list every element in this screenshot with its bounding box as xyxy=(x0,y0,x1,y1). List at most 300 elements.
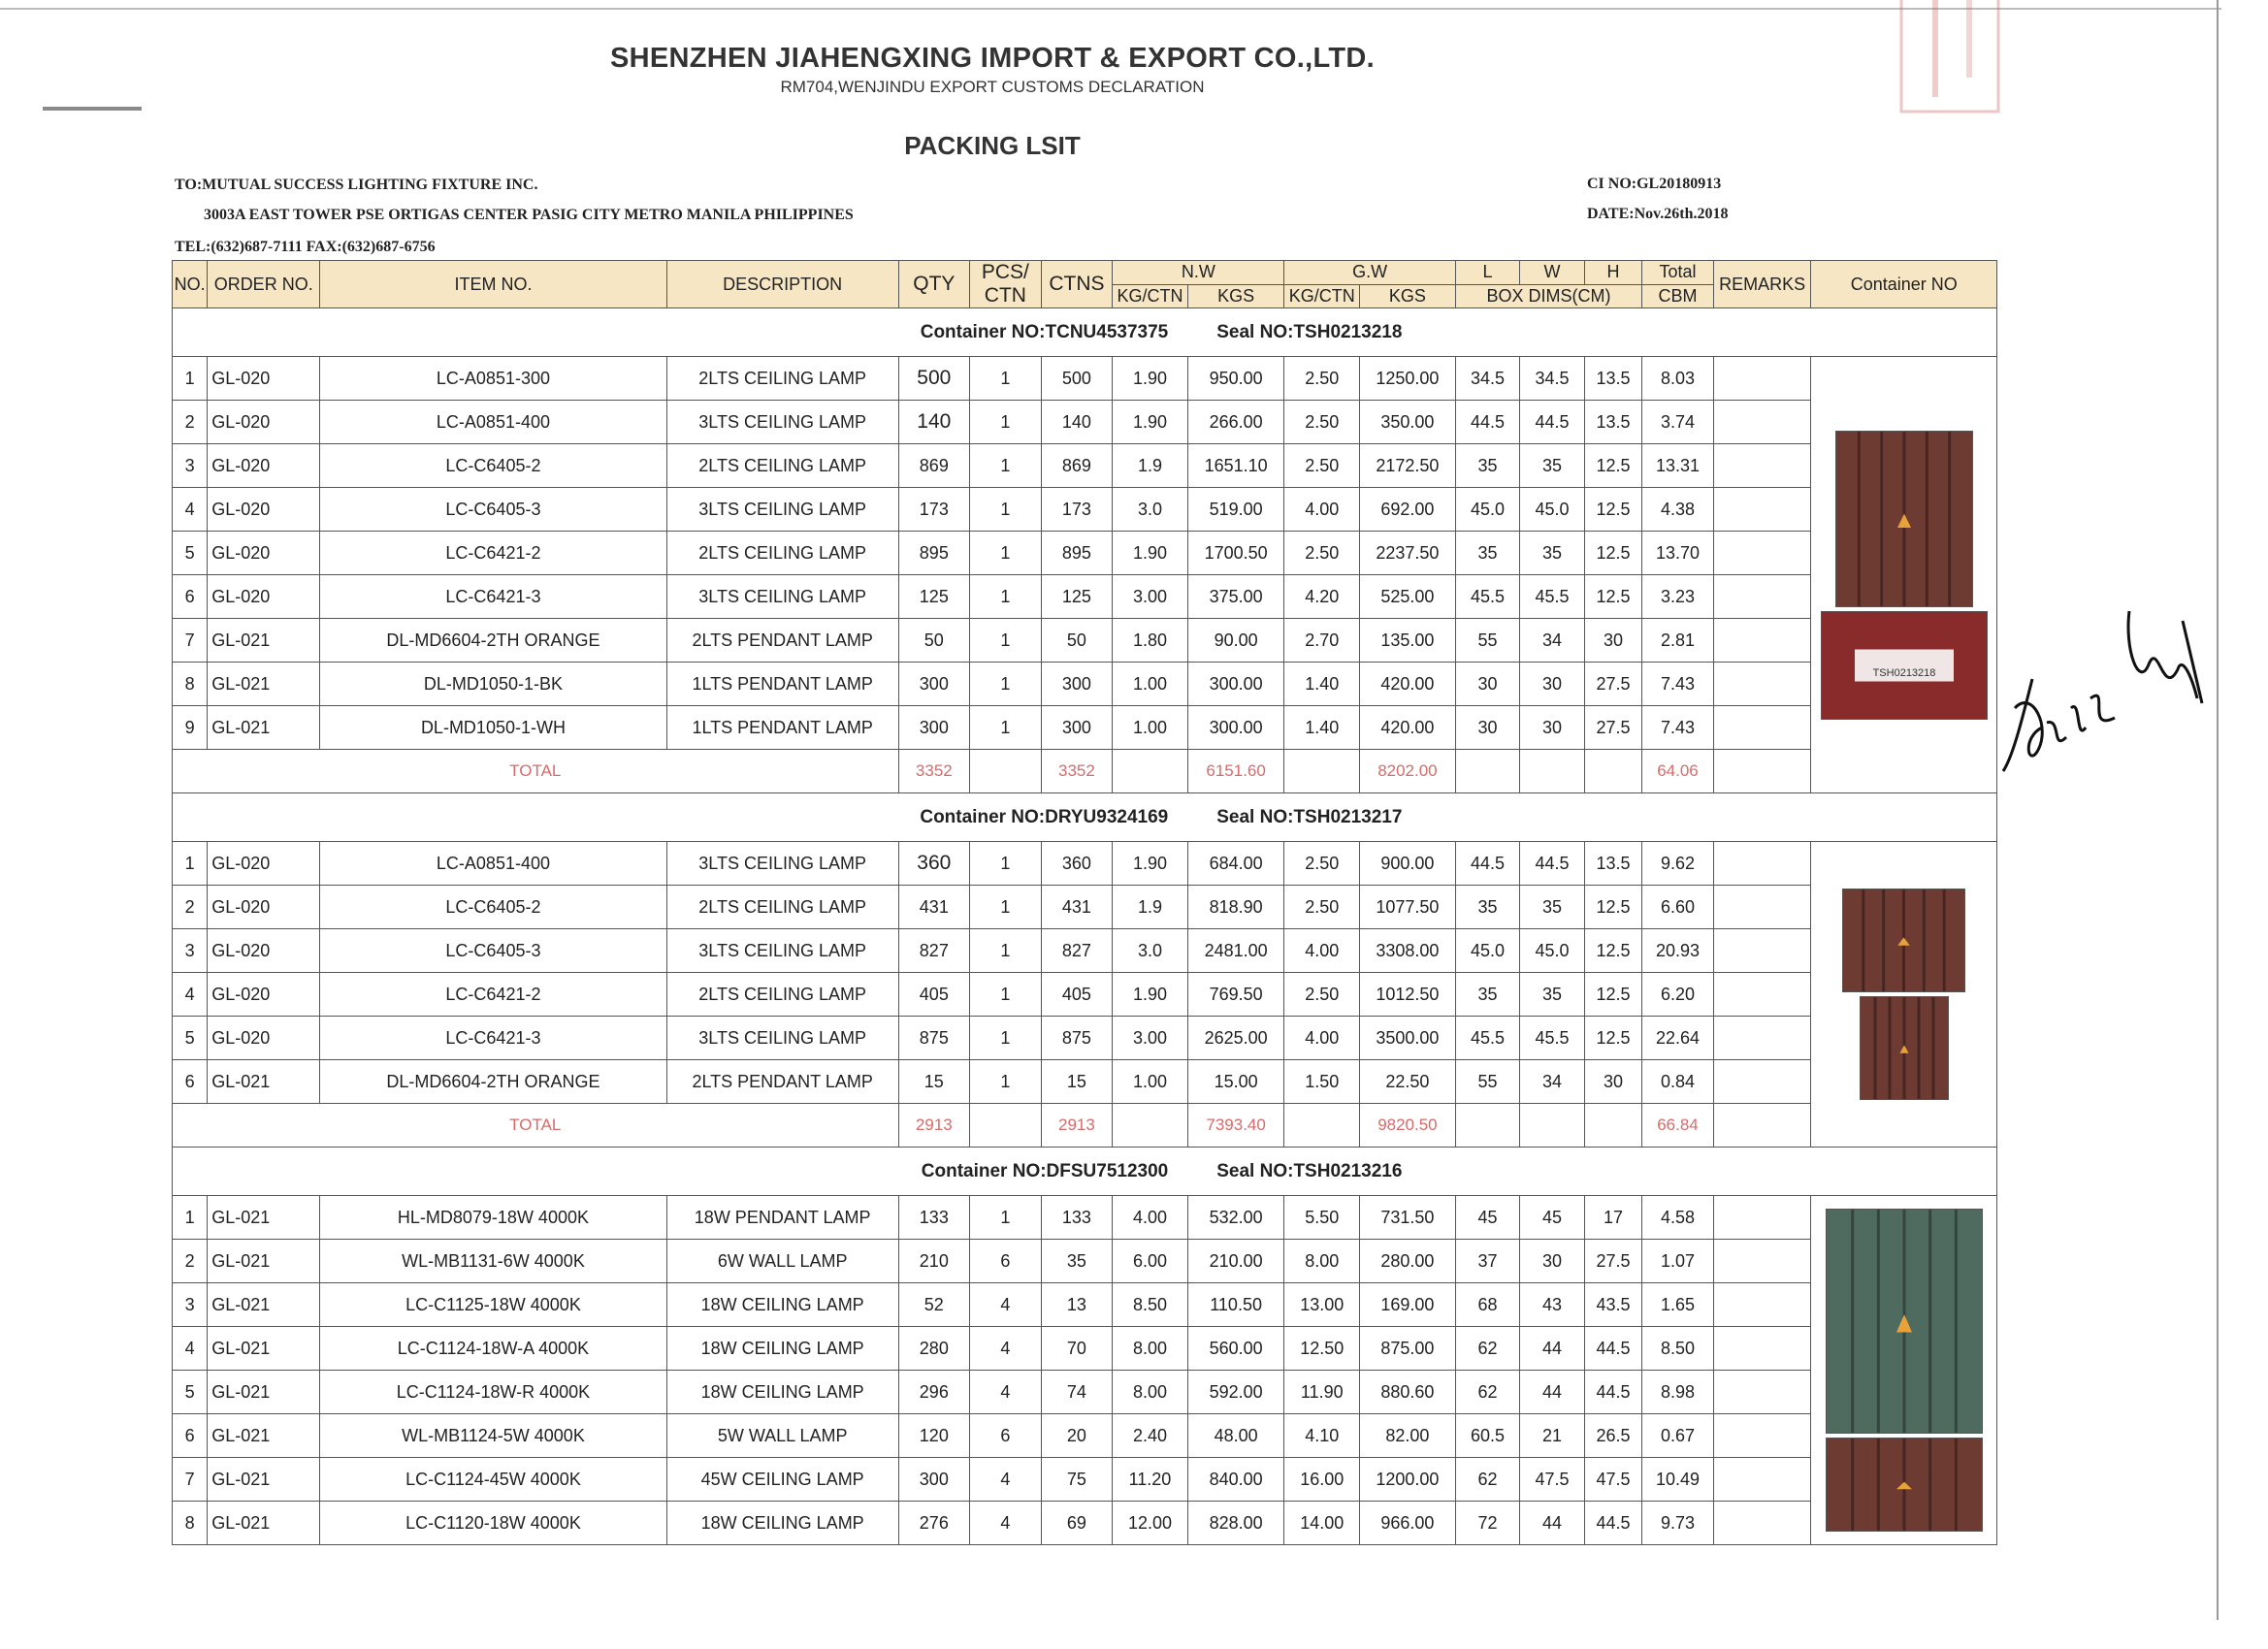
cell-nw-kgs: 532.00 xyxy=(1187,1196,1284,1240)
cell-gw-kgs: 731.50 xyxy=(1360,1196,1456,1240)
cell-item-no: LC-A0851-400 xyxy=(320,842,667,886)
cell-remarks xyxy=(1713,401,1811,444)
cell-item-no: LC-C6405-3 xyxy=(320,488,667,532)
cell-box-l: 34.5 xyxy=(1455,357,1519,401)
cell-description: 3LTS CEILING LAMP xyxy=(666,1017,898,1060)
cell-pcs-per-ctn: 1 xyxy=(970,444,1042,488)
cell-cbm: 8.98 xyxy=(1642,1371,1714,1414)
cell-box-h: 13.5 xyxy=(1584,401,1641,444)
cell-description: 3LTS CEILING LAMP xyxy=(666,575,898,619)
cell-nw-kg-ctn: 8.00 xyxy=(1113,1371,1188,1414)
cell-remarks xyxy=(1713,1458,1811,1502)
cell-box-h: 12.5 xyxy=(1584,1017,1641,1060)
cell-no: 2 xyxy=(173,401,208,444)
packing-list-body xyxy=(173,308,1997,1545)
cell-box-h: 12.5 xyxy=(1584,973,1641,1017)
cell-description: 2LTS CEILING LAMP xyxy=(666,444,898,488)
cell-no: 1 xyxy=(173,357,208,401)
cell-pcs-per-ctn: 1 xyxy=(970,619,1042,663)
cell-no: 4 xyxy=(173,973,208,1017)
cell-remarks xyxy=(1713,1240,1811,1283)
table-row xyxy=(173,357,1997,401)
total-remarks xyxy=(1713,750,1811,793)
cell-ctns: 125 xyxy=(1041,575,1113,619)
cell-cbm: 2.81 xyxy=(1642,619,1714,663)
container-number: Container NO:TCNU4537375 xyxy=(173,308,1188,357)
cell-cbm: 6.60 xyxy=(1642,886,1714,929)
cell-cbm: 3.23 xyxy=(1642,575,1714,619)
header-gw-kgs: KGS xyxy=(1360,284,1456,308)
cell-box-l: 44.5 xyxy=(1455,401,1519,444)
total-remarks xyxy=(1713,1104,1811,1148)
cell-box-l: 45.5 xyxy=(1455,1017,1519,1060)
cell-nw-kg-ctn: 8.00 xyxy=(1113,1327,1188,1371)
total-pcs xyxy=(970,750,1042,793)
total-label: TOTAL xyxy=(173,750,899,793)
cell-pcs-per-ctn: 4 xyxy=(970,1283,1042,1327)
cell-nw-kg-ctn: 3.00 xyxy=(1113,1017,1188,1060)
cell-ctns: 300 xyxy=(1041,706,1113,750)
cell-nw-kgs: 560.00 xyxy=(1187,1327,1284,1371)
cell-nw-kgs: 519.00 xyxy=(1187,488,1284,532)
cell-nw-kgs: 266.00 xyxy=(1187,401,1284,444)
company-address: RM704,WENJINDU EXPORT CUSTOMS DECLARATION xyxy=(780,78,1205,96)
cell-item-no: LC-C6421-2 xyxy=(320,973,667,1017)
cell-gw-kgs: 966.00 xyxy=(1360,1502,1456,1545)
cell-box-h: 13.5 xyxy=(1584,357,1641,401)
cell-box-h: 47.5 xyxy=(1584,1458,1641,1502)
table-row xyxy=(173,532,1997,575)
cell-pcs-per-ctn: 1 xyxy=(970,357,1042,401)
cell-nw-kgs: 1700.50 xyxy=(1187,532,1284,575)
cell-ctns: 69 xyxy=(1041,1502,1113,1545)
cell-box-w: 44.5 xyxy=(1520,842,1584,886)
cell-gw-kg-ctn: 4.20 xyxy=(1284,575,1360,619)
cell-gw-kgs: 2237.50 xyxy=(1360,532,1456,575)
document-title: PACKING LSIT xyxy=(904,131,1081,160)
cell-description: 3LTS CEILING LAMP xyxy=(666,929,898,973)
cell-item-no: LC-C6405-2 xyxy=(320,886,667,929)
cell-description: 5W WALL LAMP xyxy=(666,1414,898,1458)
company-name: SHENZHEN JIAHENGXING IMPORT & EXPORT CO.,LTD. xyxy=(610,43,1375,74)
cell-box-h: 44.5 xyxy=(1584,1502,1641,1545)
table-row xyxy=(173,1196,1997,1240)
cell-gw-kg-ctn: 2.50 xyxy=(1284,532,1360,575)
cell-qty: 869 xyxy=(898,444,970,488)
cell-box-l: 72 xyxy=(1455,1502,1519,1545)
cell-gw-kgs: 2172.50 xyxy=(1360,444,1456,488)
cell-gw-kg-ctn: 16.00 xyxy=(1284,1458,1360,1502)
container-number: Container NO:DFSU7512300 xyxy=(173,1148,1188,1196)
cell-box-l: 30 xyxy=(1455,663,1519,706)
header-container: Container NO xyxy=(1811,261,1997,308)
cell-qty: 296 xyxy=(898,1371,970,1414)
cell-nw-kgs: 828.00 xyxy=(1187,1502,1284,1545)
cell-qty: 133 xyxy=(898,1196,970,1240)
header-item: ITEM NO. xyxy=(320,261,667,308)
table-row xyxy=(173,401,1997,444)
cell-cbm: 4.58 xyxy=(1642,1196,1714,1240)
cell-box-w: 35 xyxy=(1520,444,1584,488)
cell-box-w: 47.5 xyxy=(1520,1458,1584,1502)
cell-item-no: LC-C6405-3 xyxy=(320,929,667,973)
cell-nw-kg-ctn: 1.90 xyxy=(1113,842,1188,886)
table-row xyxy=(173,1371,1997,1414)
cell-box-h: 26.5 xyxy=(1584,1414,1641,1458)
cell-gw-kgs: 1200.00 xyxy=(1360,1458,1456,1502)
cell-description: 18W CEILING LAMP xyxy=(666,1283,898,1327)
cell-remarks xyxy=(1713,842,1811,886)
cell-remarks xyxy=(1713,1060,1811,1104)
cell-ctns: 70 xyxy=(1041,1327,1113,1371)
cell-nw-kgs: 1651.10 xyxy=(1187,444,1284,488)
cell-remarks xyxy=(1713,1017,1811,1060)
cell-pcs-per-ctn: 4 xyxy=(970,1371,1042,1414)
packing-list-table xyxy=(172,260,1997,1545)
cell-no: 6 xyxy=(173,1414,208,1458)
seal-number: Seal NO:TSH0213218 xyxy=(1187,308,1996,357)
container-photo xyxy=(1835,431,1973,607)
cell-gw-kgs: 1077.50 xyxy=(1360,886,1456,929)
cell-description: 2LTS CEILING LAMP xyxy=(666,532,898,575)
cell-gw-kgs: 875.00 xyxy=(1360,1327,1456,1371)
cell-nw-kgs: 210.00 xyxy=(1187,1240,1284,1283)
container-photo-green xyxy=(1826,1209,1983,1434)
cell-remarks xyxy=(1713,1196,1811,1240)
cell-box-w: 45.0 xyxy=(1520,929,1584,973)
cell-remarks xyxy=(1713,444,1811,488)
cell-nw-kgs: 769.50 xyxy=(1187,973,1284,1017)
cell-item-no: WL-MB1124-5W 4000K xyxy=(320,1414,667,1458)
cell-gw-kg-ctn: 2.70 xyxy=(1284,619,1360,663)
cell-no: 1 xyxy=(173,842,208,886)
table-row xyxy=(173,929,1997,973)
cell-qty: 300 xyxy=(898,706,970,750)
cell-no: 6 xyxy=(173,575,208,619)
cell-order-no: GL-021 xyxy=(208,1371,320,1414)
total-l xyxy=(1455,750,1519,793)
cell-no: 2 xyxy=(173,1240,208,1283)
cell-box-l: 60.5 xyxy=(1455,1414,1519,1458)
cell-gw-kg-ctn: 2.50 xyxy=(1284,357,1360,401)
document-date: DATE:Nov.26th.2018 xyxy=(1587,206,1729,222)
cell-gw-kg-ctn: 1.50 xyxy=(1284,1060,1360,1104)
cell-ctns: 140 xyxy=(1041,401,1113,444)
cell-pcs-per-ctn: 1 xyxy=(970,575,1042,619)
seal-number-label: TSH0213218 xyxy=(1872,666,1936,679)
header-no: NO. xyxy=(173,261,208,308)
cell-pcs-per-ctn: 4 xyxy=(970,1502,1042,1545)
cell-no: 8 xyxy=(173,1502,208,1545)
total-w xyxy=(1520,1104,1584,1148)
total-h xyxy=(1584,750,1641,793)
table-row xyxy=(173,1414,1997,1458)
cell-pcs-per-ctn: 6 xyxy=(970,1414,1042,1458)
cell-qty: 52 xyxy=(898,1283,970,1327)
cell-order-no: GL-021 xyxy=(208,1283,320,1327)
cell-nw-kgs: 375.00 xyxy=(1187,575,1284,619)
header-pcs: PCS/ xyxy=(970,261,1042,285)
cell-cbm: 6.20 xyxy=(1642,973,1714,1017)
cell-order-no: GL-021 xyxy=(208,1502,320,1545)
cell-pcs-per-ctn: 1 xyxy=(970,1017,1042,1060)
cell-item-no: DL-MD6604-2TH ORANGE xyxy=(320,619,667,663)
cell-gw-kgs: 880.60 xyxy=(1360,1371,1456,1414)
cell-remarks xyxy=(1713,973,1811,1017)
cell-description: 1LTS PENDANT LAMP xyxy=(666,663,898,706)
container-photo xyxy=(1860,996,1949,1100)
table-row xyxy=(173,575,1997,619)
cell-qty: 140 xyxy=(898,401,970,444)
cell-remarks xyxy=(1713,663,1811,706)
table-row xyxy=(173,1017,1997,1060)
cell-qty: 50 xyxy=(898,619,970,663)
cell-item-no: LC-C1124-18W-A 4000K xyxy=(320,1327,667,1371)
cell-box-w: 44 xyxy=(1520,1502,1584,1545)
cell-gw-kg-ctn: 1.40 xyxy=(1284,663,1360,706)
table-row xyxy=(173,488,1997,532)
cell-ctns: 20 xyxy=(1041,1414,1113,1458)
cell-ctns: 869 xyxy=(1041,444,1113,488)
table-row xyxy=(173,1240,1997,1283)
cell-box-w: 44 xyxy=(1520,1371,1584,1414)
cell-ctns: 35 xyxy=(1041,1240,1113,1283)
cell-description: 2LTS CEILING LAMP xyxy=(666,973,898,1017)
cell-item-no: LC-A0851-300 xyxy=(320,357,667,401)
total-cbm: 66.84 xyxy=(1642,1104,1714,1148)
cell-pcs-per-ctn: 1 xyxy=(970,1060,1042,1104)
cell-nw-kg-ctn: 1.00 xyxy=(1113,663,1188,706)
cell-box-w: 35 xyxy=(1520,886,1584,929)
cell-qty: 120 xyxy=(898,1414,970,1458)
cell-no: 3 xyxy=(173,929,208,973)
cell-box-l: 55 xyxy=(1455,619,1519,663)
cell-gw-kgs: 82.00 xyxy=(1360,1414,1456,1458)
cell-remarks xyxy=(1713,886,1811,929)
container-photo xyxy=(1826,1438,1983,1532)
cell-cbm: 0.67 xyxy=(1642,1414,1714,1458)
cell-no: 2 xyxy=(173,886,208,929)
cell-nw-kgs: 15.00 xyxy=(1187,1060,1284,1104)
cell-item-no: LC-C1124-18W-R 4000K xyxy=(320,1371,667,1414)
cell-nw-kg-ctn: 1.90 xyxy=(1113,532,1188,575)
cell-gw-kg-ctn: 13.00 xyxy=(1284,1283,1360,1327)
cell-cbm: 10.49 xyxy=(1642,1458,1714,1502)
scan-edge-top xyxy=(0,8,2221,10)
cell-cbm: 9.62 xyxy=(1642,842,1714,886)
cell-pcs-per-ctn: 6 xyxy=(970,1240,1042,1283)
cell-box-h: 44.5 xyxy=(1584,1371,1641,1414)
cell-order-no: GL-021 xyxy=(208,1196,320,1240)
cell-nw-kgs: 2481.00 xyxy=(1187,929,1284,973)
cell-description: 3LTS CEILING LAMP xyxy=(666,842,898,886)
cell-qty: 15 xyxy=(898,1060,970,1104)
cell-description: 2LTS PENDANT LAMP xyxy=(666,1060,898,1104)
table-row xyxy=(173,706,1997,750)
cell-gw-kg-ctn: 2.50 xyxy=(1284,842,1360,886)
cell-nw-kg-ctn: 1.90 xyxy=(1113,401,1188,444)
cell-box-h: 27.5 xyxy=(1584,1240,1641,1283)
header-description: DESCRIPTION xyxy=(666,261,898,308)
header-h: H xyxy=(1584,261,1641,285)
cell-nw-kg-ctn: 11.20 xyxy=(1113,1458,1188,1502)
cell-no: 6 xyxy=(173,1060,208,1104)
cell-no: 7 xyxy=(173,619,208,663)
total-ctns: 2913 xyxy=(1041,1104,1113,1148)
cell-ctns: 827 xyxy=(1041,929,1113,973)
cell-cbm: 13.70 xyxy=(1642,532,1714,575)
table-row xyxy=(173,1283,1997,1327)
cell-no: 1 xyxy=(173,1196,208,1240)
total-qty: 2913 xyxy=(898,1104,970,1148)
cell-box-w: 45 xyxy=(1520,1196,1584,1240)
cell-item-no: WL-MB1131-6W 4000K xyxy=(320,1240,667,1283)
cell-order-no: GL-021 xyxy=(208,1458,320,1502)
cell-no: 7 xyxy=(173,1458,208,1502)
scan-edge-right xyxy=(2217,0,2219,1620)
cell-gw-kgs: 420.00 xyxy=(1360,663,1456,706)
cell-cbm: 7.43 xyxy=(1642,663,1714,706)
cell-nw-kgs: 684.00 xyxy=(1187,842,1284,886)
cell-nw-kgs: 300.00 xyxy=(1187,663,1284,706)
header-gw-kgctn: KG/CTN xyxy=(1284,284,1360,308)
cell-order-no: GL-020 xyxy=(208,842,320,886)
cell-remarks xyxy=(1713,1371,1811,1414)
table-row xyxy=(173,1327,1997,1371)
cell-cbm: 7.43 xyxy=(1642,706,1714,750)
table-row xyxy=(173,663,1997,706)
total-l xyxy=(1455,1104,1519,1148)
cell-nw-kgs: 48.00 xyxy=(1187,1414,1284,1458)
cell-nw-kgs: 840.00 xyxy=(1187,1458,1284,1502)
cell-nw-kgs: 2625.00 xyxy=(1187,1017,1284,1060)
cell-cbm: 13.31 xyxy=(1642,444,1714,488)
cell-order-no: GL-020 xyxy=(208,357,320,401)
cell-order-no: GL-021 xyxy=(208,619,320,663)
cell-item-no: DL-MD6604-2TH ORANGE xyxy=(320,1060,667,1104)
cell-cbm: 4.38 xyxy=(1642,488,1714,532)
cell-qty: 431 xyxy=(898,886,970,929)
container-photos xyxy=(1811,842,1997,1148)
cell-ctns: 75 xyxy=(1041,1458,1113,1502)
cell-cbm: 9.73 xyxy=(1642,1502,1714,1545)
cell-item-no: LC-C6421-3 xyxy=(320,575,667,619)
cell-nw-kg-ctn: 12.00 xyxy=(1113,1502,1188,1545)
table-row xyxy=(173,1060,1997,1104)
cell-box-w: 30 xyxy=(1520,1240,1584,1283)
cell-gw-kgs: 135.00 xyxy=(1360,619,1456,663)
cell-box-w: 45.5 xyxy=(1520,575,1584,619)
handwritten-signature xyxy=(1993,563,2217,786)
cell-order-no: GL-020 xyxy=(208,401,320,444)
cell-box-l: 37 xyxy=(1455,1240,1519,1283)
cell-gw-kgs: 420.00 xyxy=(1360,706,1456,750)
cell-qty: 280 xyxy=(898,1327,970,1371)
cell-no: 8 xyxy=(173,663,208,706)
cell-qty: 276 xyxy=(898,1502,970,1545)
cell-gw-kg-ctn: 1.40 xyxy=(1284,706,1360,750)
cell-qty: 210 xyxy=(898,1240,970,1283)
cell-gw-kgs: 280.00 xyxy=(1360,1240,1456,1283)
container-photos xyxy=(1811,1196,1997,1545)
cell-box-w: 30 xyxy=(1520,706,1584,750)
consignee-phone: TEL:(632)687-7111 FAX:(632)687-6756 xyxy=(175,239,436,255)
cell-gw-kg-ctn: 12.50 xyxy=(1284,1327,1360,1371)
cell-nw-kg-ctn: 1.00 xyxy=(1113,1060,1188,1104)
header-nw-kgctn: KG/CTN xyxy=(1113,284,1188,308)
cell-gw-kg-ctn: 4.00 xyxy=(1284,488,1360,532)
header-qty: QTY xyxy=(898,261,970,308)
cell-box-h: 27.5 xyxy=(1584,663,1641,706)
total-cbm: 64.06 xyxy=(1642,750,1714,793)
cell-nw-kgs: 950.00 xyxy=(1187,357,1284,401)
cell-no: 4 xyxy=(173,488,208,532)
cell-cbm: 22.64 xyxy=(1642,1017,1714,1060)
cell-box-w: 34 xyxy=(1520,1060,1584,1104)
cell-qty: 827 xyxy=(898,929,970,973)
cell-box-h: 12.5 xyxy=(1584,929,1641,973)
cell-order-no: GL-020 xyxy=(208,1017,320,1060)
cell-description: 3LTS CEILING LAMP xyxy=(666,488,898,532)
cell-order-no: GL-020 xyxy=(208,886,320,929)
header-order: ORDER NO. xyxy=(208,261,320,308)
cell-box-h: 12.5 xyxy=(1584,488,1641,532)
cell-nw-kg-ctn: 3.00 xyxy=(1113,575,1188,619)
cell-description: 2LTS CEILING LAMP xyxy=(666,886,898,929)
cell-pcs-per-ctn: 1 xyxy=(970,532,1042,575)
cell-box-l: 30 xyxy=(1455,706,1519,750)
cell-gw-kgs: 350.00 xyxy=(1360,401,1456,444)
seal-number: Seal NO:TSH0213216 xyxy=(1187,1148,1996,1196)
total-qty: 3352 xyxy=(898,750,970,793)
header-box-dims: BOX DIMS(CM) xyxy=(1455,284,1641,308)
consignee-address: 3003A EAST TOWER PSE ORTIGAS CENTER PASIG CITY METRO MANILA PHILIPPINES xyxy=(204,207,854,223)
cell-gw-kg-ctn: 2.50 xyxy=(1284,444,1360,488)
cell-remarks xyxy=(1713,532,1811,575)
cell-cbm: 3.74 xyxy=(1642,401,1714,444)
cell-remarks xyxy=(1713,1283,1811,1327)
cell-box-l: 45 xyxy=(1455,1196,1519,1240)
cell-nw-kg-ctn: 3.0 xyxy=(1113,929,1188,973)
cell-nw-kg-ctn: 1.90 xyxy=(1113,973,1188,1017)
cell-pcs-per-ctn: 1 xyxy=(970,706,1042,750)
header-ctn: CTN xyxy=(970,284,1042,308)
cell-description: 3LTS CEILING LAMP xyxy=(666,401,898,444)
cell-ctns: 173 xyxy=(1041,488,1113,532)
cell-item-no: LC-C1124-45W 4000K xyxy=(320,1458,667,1502)
cell-pcs-per-ctn: 1 xyxy=(970,842,1042,886)
cell-nw-kg-ctn: 1.00 xyxy=(1113,706,1188,750)
header-gw: G.W xyxy=(1284,261,1455,285)
seal-number: Seal NO:TSH0213217 xyxy=(1187,793,1996,842)
seal-photo xyxy=(1821,611,1988,720)
cell-qty: 500 xyxy=(898,357,970,401)
cell-pcs-per-ctn: 1 xyxy=(970,929,1042,973)
cell-qty: 360 xyxy=(898,842,970,886)
total-row xyxy=(173,750,1997,793)
cell-qty: 173 xyxy=(898,488,970,532)
cell-box-h: 12.5 xyxy=(1584,886,1641,929)
table-row xyxy=(173,1458,1997,1502)
table-row xyxy=(173,842,1997,886)
cell-ctns: 15 xyxy=(1041,1060,1113,1104)
cell-box-w: 30 xyxy=(1520,663,1584,706)
cell-remarks xyxy=(1713,1414,1811,1458)
total-label: TOTAL xyxy=(173,1104,899,1148)
cell-gw-kg-ctn: 2.50 xyxy=(1284,973,1360,1017)
cell-ctns: 431 xyxy=(1041,886,1113,929)
cell-pcs-per-ctn: 1 xyxy=(970,663,1042,706)
